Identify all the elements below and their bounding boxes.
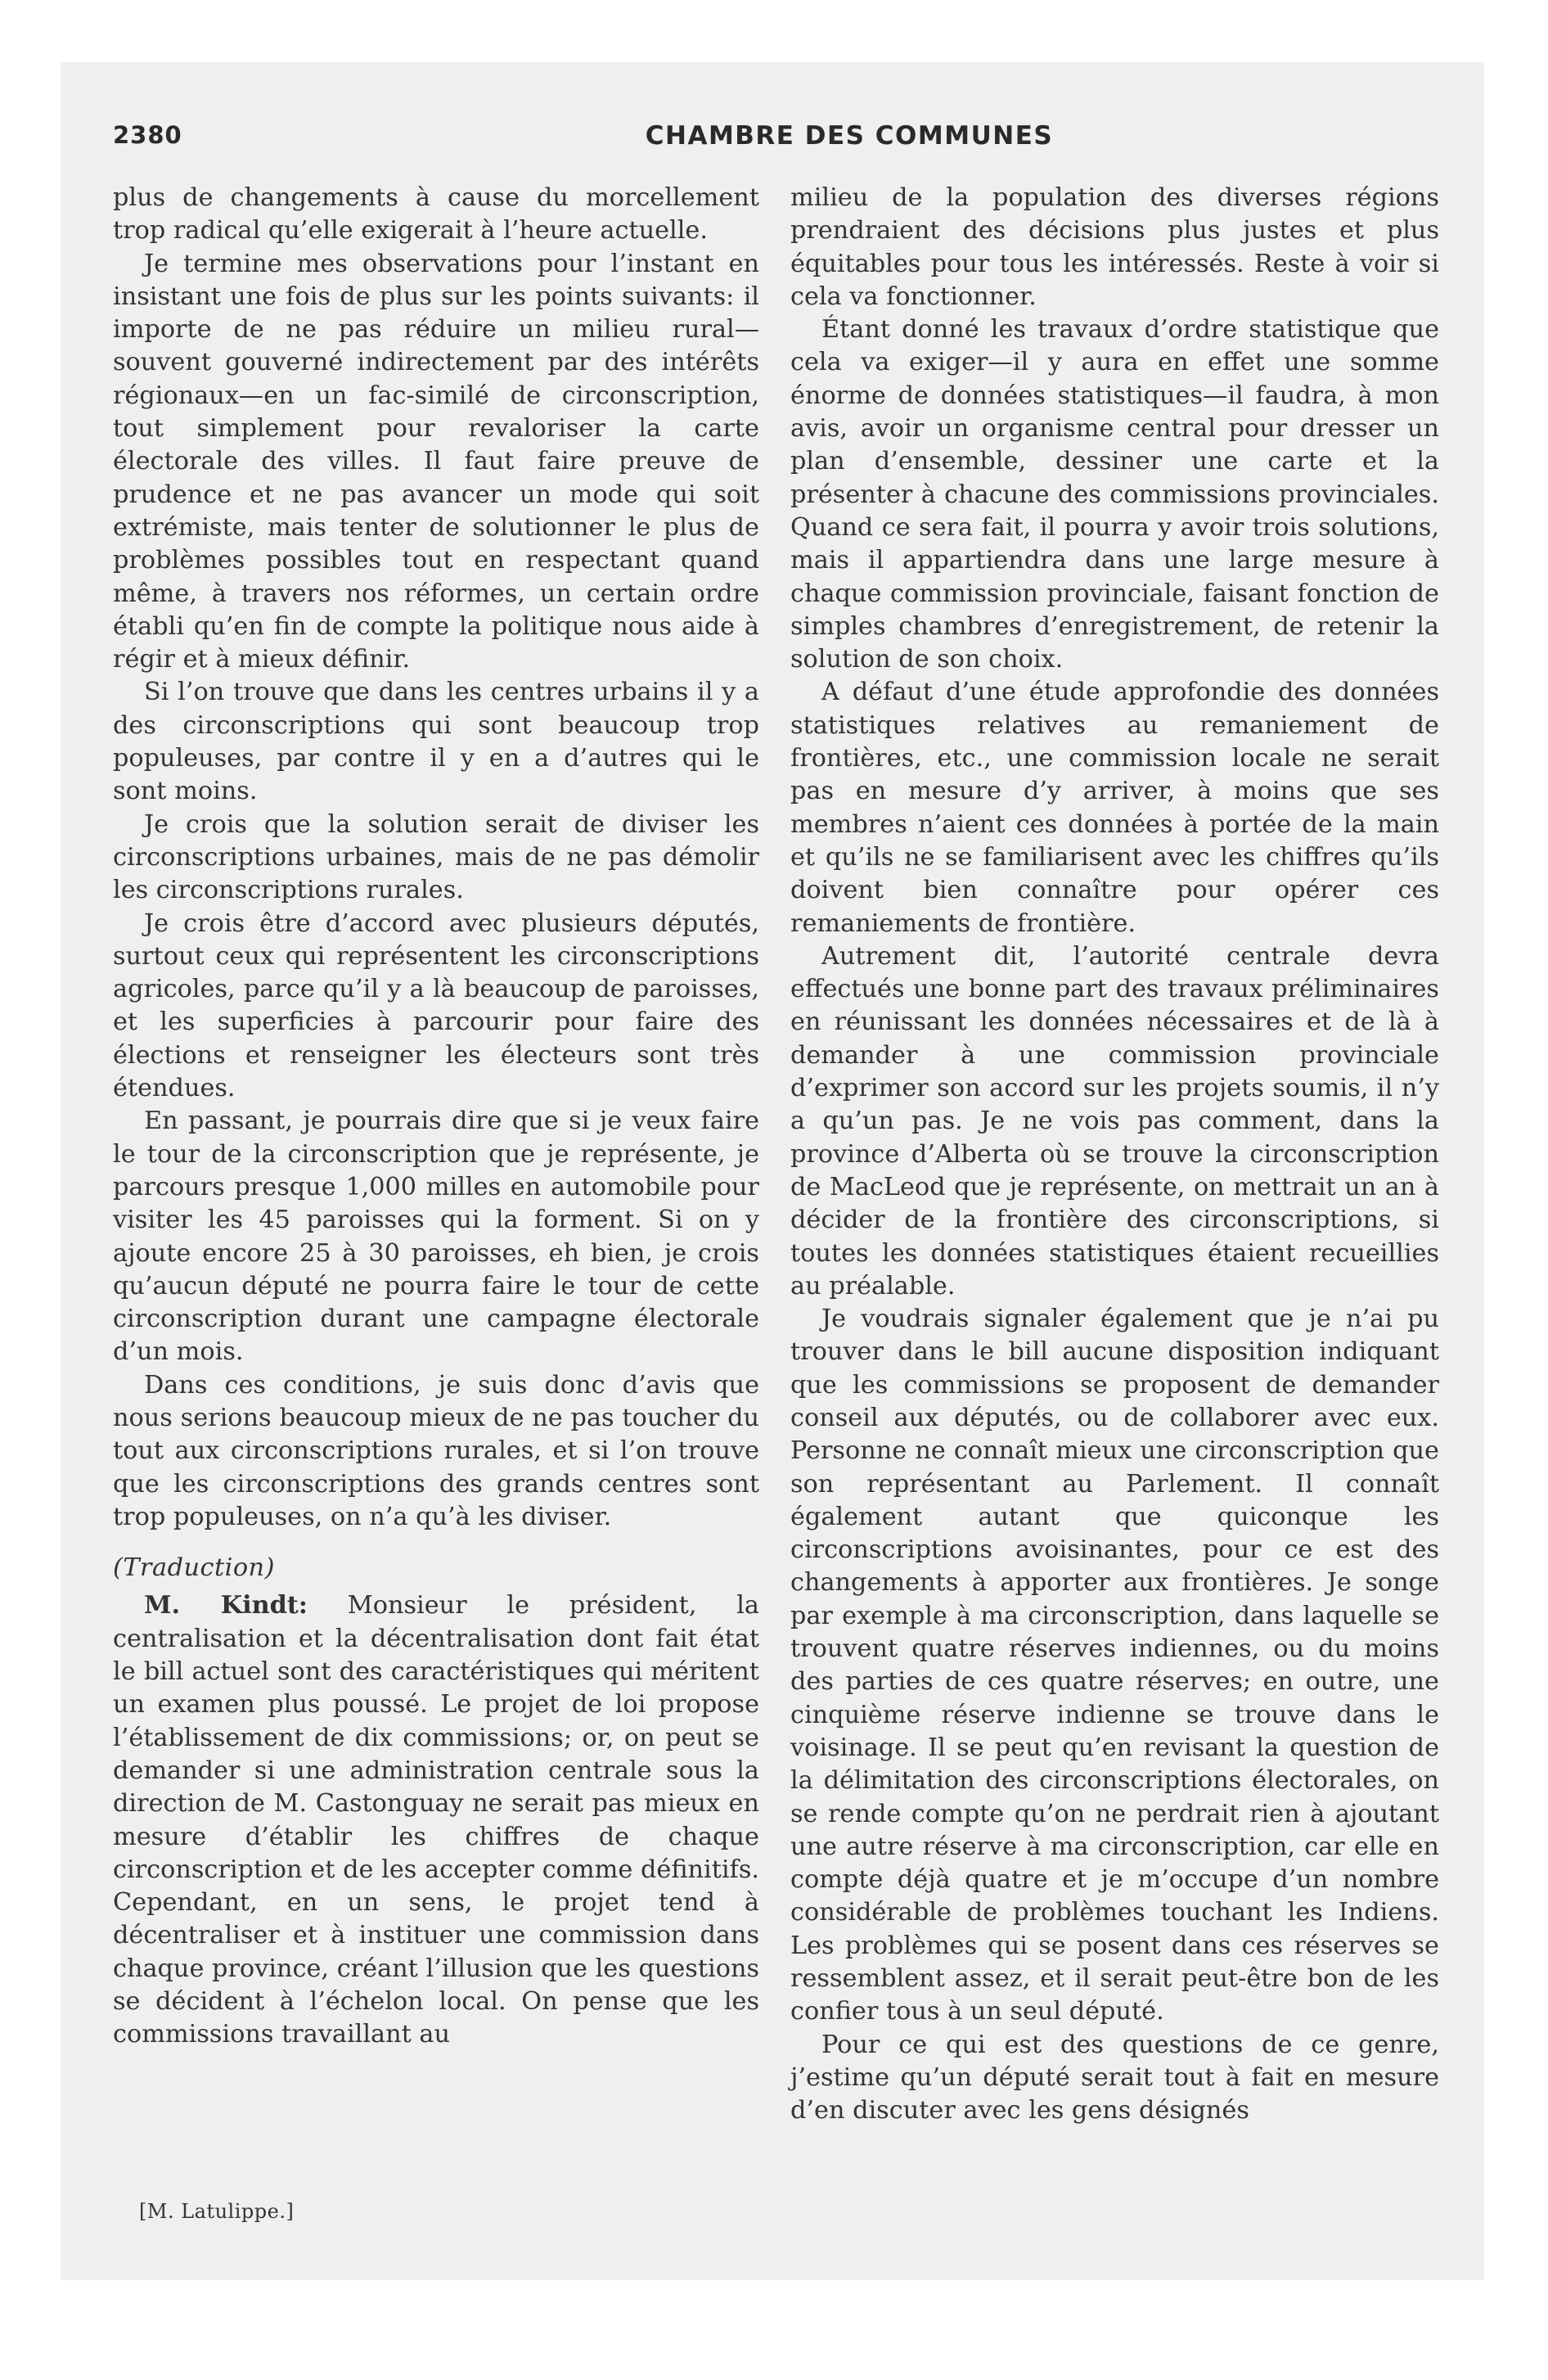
- running-title: CHAMBRE DES COMMUNES: [645, 121, 1054, 151]
- page-number: 2380: [113, 121, 182, 149]
- paragraph: Si l’on trouve que dans les centres urbains il y a des circonscriptions qui sont beaucoup trop populeuses, par contre il y en a d’autres qui le sont moins.: [113, 678, 759, 806]
- paragraph: Je termine mes observations pour l’instant en insistant une fois de plus sur les points suivants: il importe de ne pas réduire un milieu rural—souvent gouverné indirectement par des intérêts régionaux—en un fac-similé de circonscription, tout simplement pour revaloriser la carte électorale des villes. Il faut faire preuve de prudence et ne pas avancer un mode qui soit extrémiste, mais tenter de solutionner le plus de problèmes possibles tout en respectant quand même, à travers nos réformes, un certain ordre établi qu’en fin de compte la politique nous aide à régir et à mieux définir.: [113, 249, 759, 674]
- page-header: [113, 121, 1434, 154]
- paragraph: Autrement dit, l’autorité centrale devra effectués une bonne part des travaux préliminaires en réunissant les données nécessaires et de là à demander à une commission provinciale d’exprimer son accord sur les projets soumis, il n’y a qu’un pas. Je ne vois pas comment, dans la province d’Alberta où se trouve la circonscription de MacLeod que je représente, on mettrait un an à décider de la frontière des circonscriptions, si toutes les données statistiques étaient recueillies au préalable.: [790, 941, 1439, 1300]
- paragraph: Je crois que la solution serait de diviser les circonscriptions urbaines, mais de ne pas démolir les circonscriptions rurales.: [113, 809, 759, 905]
- speaker-name: M. Kindt:: [144, 1591, 308, 1620]
- paragraph: plus de changements à cause du morcellement trop radical qu’elle exigerait à l’heure actuelle.: [113, 183, 759, 246]
- paragraph: Je voudrais signaler également que je n’ai pu trouver dans le bill aucune disposition indiquant que les commissions se proposent de demander conseil aux députés, ou de collaborer avec eux. Personne ne connaît mieux une circonscription que son représentant au Parlement. Il connaît également autant que quiconque les circonscriptions avoisinantes, pour ce est des changements à apporter aux frontières. Je songe par exemple à ma circonscription, dans laquelle se trouvent quatre réserves indiennes, ou du moins des parties de ces quatre réserves; en outre, une cinquième réserve indienne se trouve dans le voisinage. Il se peut qu’en revisant la question de la délimitation des circonscriptions électorales, on se rende compte qu’on ne perdrait rien à ajoutant une autre réserve à ma circonscription, car elle en compte déjà quatre et je m’occupe d’un nombre considérable de problèmes touchant les Indiens. Les problèmes qui se posent dans ces réserves se ressemblent assez, et il serait peut-être bon de les confier tous à un seul député.: [790, 1305, 1439, 2026]
- speech-text: Monsieur le président, la centralisation et la décentralisation dont fait état le bill actuel sont des caractéristiques qui méritent un examen plus poussé. Le projet de loi propose l’établissement de dix commissions; or, on peut se demander si une administration centrale sous la direction de M. Castonguay ne serait pas mieux en mesure d’établir les chiffres de chaque circonscription et de les accepter comme définitifs. Cependant, en un sens, le projet tend à décentraliser et à instituer une commission dans chaque province, créant l’illusion que les questions se décident à l’échelon local. On pense que les commissions travaillant au: [113, 1591, 759, 2049]
- paragraph: Pour ce qui est des questions de ce genre, j’estime qu’un député serait tout à fait en mesure d’en discuter avec les gens désignés: [790, 2030, 1439, 2125]
- speech-paragraph: [113, 1589, 759, 2051]
- left-column: [113, 182, 759, 2052]
- section-heading: (Traduction): [113, 1553, 275, 1583]
- paragraph: A défaut d’une étude approfondie des données statistiques relatives au remaniement de frontières, etc., une commission locale ne serait pas en mesure d’y arriver, à moins que ses membres n’aient ces données à portée de la main et qu’ils ne se familiarisent avec les chiffres qu’ils doivent bien connaître pour opérer ces remaniements de frontière.: [790, 678, 1439, 938]
- right-column: [790, 182, 1439, 2128]
- paragraph: Je crois être d’accord avec plusieurs députés, surtout ceux qui représentent les circonscriptions agricoles, parce qu’il y a là beaucoup de paroisses, et les superficies à parcourir pour faire des élections et renseigner les électeurs sont très étendues.: [113, 908, 759, 1103]
- paragraph: Dans ces conditions, je suis donc d’avis que nous serions beaucoup mieux de ne pas toucher du tout aux circonscriptions rurales, et si l’on trouve que les circonscriptions des grands centres sont trop populeuses, on n’a qu’à les diviser.: [113, 1370, 759, 1531]
- paragraph: En passant, je pourrais dire que si je veux faire le tour de la circonscription que je représente, je parcours presque 1,000 milles en automobile pour visiter les 45 paroisses qui la forment. Si on y ajoute encore 25 à 30 paroisses, eh bien, je crois qu’aucun député ne pourra faire le tour de cette circonscription durant une campagne électorale d’un mois.: [113, 1107, 759, 1367]
- speaker-footnote: [M. Latulippe.]: [139, 2200, 295, 2223]
- paragraph: milieu de la population des diverses régions prendraient des décisions plus justes et plus équitables pour tous les intéressés. Reste à voir si cela va fonctionner.: [790, 183, 1439, 311]
- paragraph: Étant donné les travaux d’ordre statistique que cela va exiger—il y aura en effet une somme énorme de données statistiques—il faudra, à mon avis, avoir un organisme central pour dresser un plan d’ensemble, dessiner une carte et la présenter à chacune des commissions provinciales. Quand ce sera fait, il pourra y avoir trois solutions, mais il appartiendra dans une large mesure à chaque commission provinciale, faisant fonction de simples chambres d’enregistrement, de retenir la solution de son choix.: [790, 315, 1439, 674]
